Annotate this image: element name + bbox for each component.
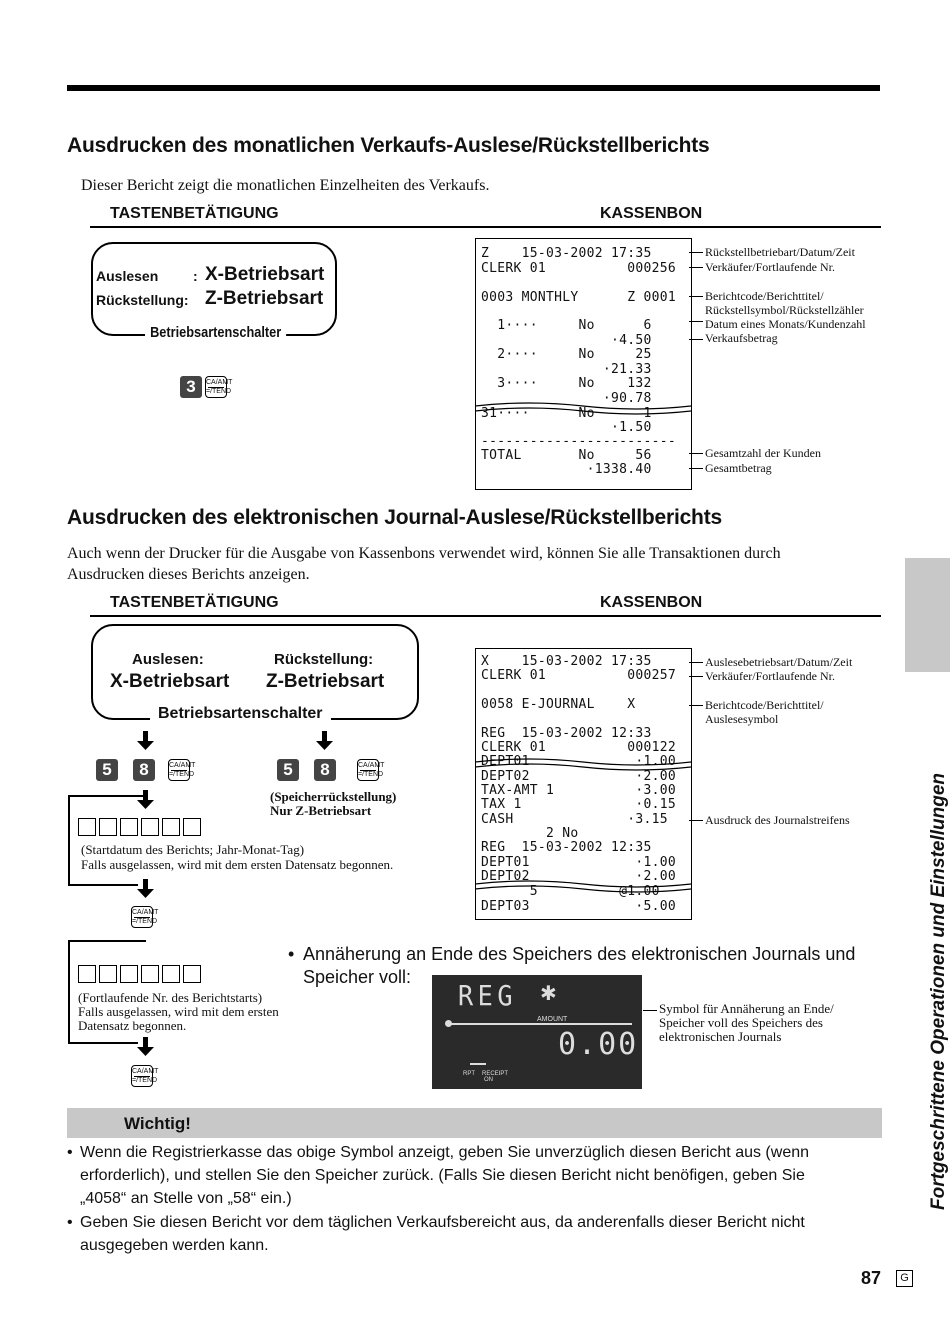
receipt-line-3: 0003 MONTHLY Z 0001 [481, 290, 677, 305]
section-intro-line1: Auch wenn der Drucker für die Ausgabe von Kassenbons verwendet wird, können Sie alle Transaktionen durch [67, 545, 781, 562]
receipt-line-2: CLERK 01 000257 [481, 668, 677, 683]
display-dot [445, 1020, 452, 1027]
key-5[interactable]: 5 [96, 759, 118, 781]
important-item1-line1: Wenn die Registrierkasse das obige Symbol anzeigt, geben Sie unverzüglich diesen Bericht aus (wenn [80, 1144, 810, 1161]
receipt-line-6: DEPT01 ·1.00 [481, 754, 677, 769]
display-note-leader [643, 1010, 657, 1011]
note-leader [689, 267, 703, 268]
receipt-note-1: Auslesebetriebsart/Datum/Zeit [705, 655, 853, 669]
display-amount-label: AMOUNT [534, 1016, 570, 1023]
receipt-note-2: Verkäufer/Fortlaufende Nr. [705, 260, 835, 274]
bullet-line2: Speicher voll: [303, 967, 412, 987]
section-intro-line2: Ausdrucken dieses Berichts anzeigen. [67, 566, 310, 583]
receipt-line-12: ------------------------ [481, 434, 677, 449]
column-header-keys: TASTENBETÄTIGUNG [110, 205, 279, 222]
receipt-tear [475, 398, 691, 418]
note-leader [689, 339, 703, 340]
seq-note-line1: (Fortlaufende Nr. des Berichtstarts) [78, 990, 263, 1005]
display-amount: 0.00 [558, 1027, 639, 1062]
display-reg: REG [458, 979, 518, 1012]
receipt-note-3: Berichtcode/Berichttitel/ [705, 698, 824, 712]
mode-switch-label: Betriebsartenschalter [150, 705, 331, 723]
display-receipt: RECEIPT [482, 1071, 509, 1077]
receipt-line-14: ·1338.40 [481, 462, 652, 477]
section-heading-monthly: Ausdrucken des monatlichen Verkaufs-Auslese/Rückstellberichts [67, 134, 710, 157]
receipt-line-2: CLERK 01 000256 [481, 261, 677, 276]
note-leader [689, 252, 703, 253]
note-leader [689, 321, 703, 322]
column-header-receipt: KASSENBON [600, 205, 703, 222]
display-line [448, 1023, 632, 1025]
receipt-note-7: Gesamtzahl der Kunden [705, 446, 821, 460]
ca-amt-tend-key[interactable]: CA/AMT =/TEND [205, 376, 227, 398]
seq-note-line3: Datensatz begonnen. [78, 1018, 187, 1033]
receipt-note-5: Datum eines Monats/Kundenzahl [705, 317, 866, 331]
receipt-line-11: ·1.50 [481, 420, 652, 435]
receipt-line-1: X 15-03-2002 17:35 [481, 654, 652, 669]
receipt-line-5: CLERK 01 000122 [481, 740, 677, 755]
key-5[interactable]: 5 [277, 759, 299, 781]
mode-switch-label: Betriebsartenschalter [145, 324, 286, 341]
section-intro: Dieser Bericht zeigt die monatlichen Einzelheiten des Verkaufs. [81, 177, 490, 194]
chapter-title: Fortgeschrittene Operationen und Einstellungen [928, 772, 949, 1210]
display-indicator [470, 1063, 486, 1065]
receipt-line-6: 2···· No 25 [481, 347, 652, 362]
divider [90, 226, 881, 228]
display-note-line1: Symbol für Annäherung an Ende/ [659, 1001, 834, 1016]
receipt-note-2: Verkäufer/Fortlaufende Nr. [705, 669, 835, 683]
ca-amt-tend-key[interactable]: CA/AMT =/TEND [357, 759, 379, 781]
display-on: ON [484, 1077, 493, 1083]
z-note-line1: (Speicherrückstellung) [270, 789, 397, 804]
receipt-note-6: Verkaufsbetrag [705, 331, 778, 345]
key-8[interactable]: 8 [314, 759, 336, 781]
note-leader [689, 468, 703, 469]
mode-read-value: X-Betriebsart [205, 264, 325, 285]
note-leader [689, 453, 703, 454]
flow-arrows [60, 728, 360, 1098]
ca-amt-tend-key[interactable]: CA/AMT =/TEND [131, 1065, 153, 1087]
receipt-line-10: CASH ·3.15 [481, 812, 668, 827]
receipt-note-5: Ausdruck des Journalstreifens [705, 813, 850, 827]
display-note-line2: Speicher voll des Speichers des [659, 1015, 823, 1030]
receipt-note-4: Rückstellsymbol/Rückstellzähler [705, 303, 864, 317]
receipt-note-1: Rückstellbetriebart/Datum/Zeit [705, 245, 855, 259]
receipt-line-7: ·21.33 [481, 362, 652, 377]
ca-amt-tend-key[interactable]: CA/AMT =/TEND [168, 759, 190, 781]
receipt-line-13: DEPT01 ·1.00 [481, 855, 677, 870]
bullet-line1: Annäherung an Ende des Speichers des elektronischen Journals und [303, 944, 856, 964]
receipt-note-4: Auslesesymbol [705, 712, 779, 726]
receipt-line-7: DEPT02 ·2.00 [481, 769, 677, 784]
receipt-line-1: Z 15-03-2002 17:35 [481, 246, 652, 261]
top-rule [67, 85, 880, 91]
important-title: Wichtig! [124, 1114, 191, 1133]
note-leader [689, 676, 703, 677]
sequence-entry-boxes[interactable] [78, 965, 201, 983]
receipt-line-14: DEPT02 ·2.00 [481, 869, 677, 884]
receipt-line-11: 2 No [481, 826, 579, 841]
receipt-line-10: 31···· No 1 [481, 406, 652, 421]
receipt-note-3: Berichtcode/Berichttitel/ [705, 289, 824, 303]
mode-reset-value: Z-Betriebsart [266, 671, 385, 692]
receipt-line-13: TOTAL No 56 [481, 448, 652, 463]
section-heading-journal: Ausdrucken des elektronischen Journal-Auslese/Rückstellberichts [67, 506, 722, 529]
key-3[interactable]: 3 [180, 376, 202, 398]
bullet-dot: • [288, 944, 295, 964]
date-note-line1: (Startdatum des Berichts; Jahr-Monat-Tag) [81, 842, 305, 857]
mode-reset-label: Rückstellung: [274, 651, 374, 668]
receipt-line-8: 3···· No 132 [481, 376, 652, 391]
receipt-line-9: TAX 1 ·0.15 [481, 797, 677, 812]
receipt-line-12: REG 15-03-2002 12:35 [481, 840, 652, 855]
mode-read-value: X-Betriebsart [110, 671, 230, 692]
note-leader [689, 296, 703, 297]
chapter-tab [905, 558, 950, 672]
mode-read-label: Auslesen [96, 268, 159, 284]
receipt-line-16: DEPT03 ·5.00 [481, 899, 677, 914]
mode-reset-label: Rückstellung: [96, 292, 189, 308]
mode-reset-value: Z-Betriebsart [205, 288, 324, 309]
note-leader [689, 705, 703, 706]
note-leader [689, 662, 703, 663]
bullet-dot: • [67, 1144, 73, 1161]
display-rpt: RPT [463, 1071, 475, 1077]
mode-read-sep: : [193, 268, 198, 284]
bullet-dot: • [67, 1214, 73, 1231]
important-item1-line2: erforderlich), und stellen Sie den Speicher zurück. (Falls Sie diesen Bericht nicht benöfigen, geben Sie [80, 1167, 805, 1184]
receipt-note-8: Gesamtbetrag [705, 461, 772, 475]
important-item2-line1: Geben Sie diesen Bericht vor dem täglichen Verkaufsbereicht aus, da anderenfalls dieser Bericht nicht [80, 1214, 805, 1231]
memory-full-icon: ✱ [540, 983, 557, 1005]
receipt-tear [475, 877, 691, 897]
receipt-line-9: ·90.78 [481, 391, 652, 406]
key-8[interactable]: 8 [133, 759, 155, 781]
receipt-line-4: 1···· No 6 [481, 318, 652, 333]
mode-read-label: Auslesen: [132, 651, 204, 668]
receipt-line-3: 0058 E-JOURNAL X [481, 697, 636, 712]
receipt-line-4: REG 15-03-2002 12:33 [481, 726, 652, 741]
date-entry-boxes[interactable] [78, 818, 201, 836]
important-item1-line3: „4058“ an Stelle von „58“ ein.) [80, 1190, 292, 1207]
receipt-line-8: TAX-AMT 1 ·3.00 [481, 783, 677, 798]
display-panel [432, 975, 642, 1089]
receipt-tear [475, 755, 691, 775]
important-item2-line2: ausgegeben werden kann. [80, 1237, 269, 1254]
column-header-receipt: KASSENBON [600, 594, 703, 611]
language-badge: G [896, 1270, 913, 1287]
display-note-line3: elektronischen Journals [659, 1029, 782, 1044]
z-note-line2: Nur Z-Betriebsart [270, 803, 372, 818]
note-leader [689, 820, 703, 821]
divider [90, 615, 881, 617]
receipt-line-15: 5 @1.00 [481, 884, 660, 899]
column-header-keys: TASTENBETÄTIGUNG [110, 594, 279, 611]
receipt-line-5: ·4.50 [481, 333, 652, 348]
seq-note-line2: Falls ausgelassen, wird mit dem ersten [78, 1004, 279, 1019]
ca-amt-tend-key[interactable]: CA/AMT =/TEND [131, 906, 153, 928]
date-note-line2: Falls ausgelassen, wird mit dem ersten Datensatz begonnen. [81, 857, 394, 872]
page-number: 87 [861, 1268, 882, 1288]
